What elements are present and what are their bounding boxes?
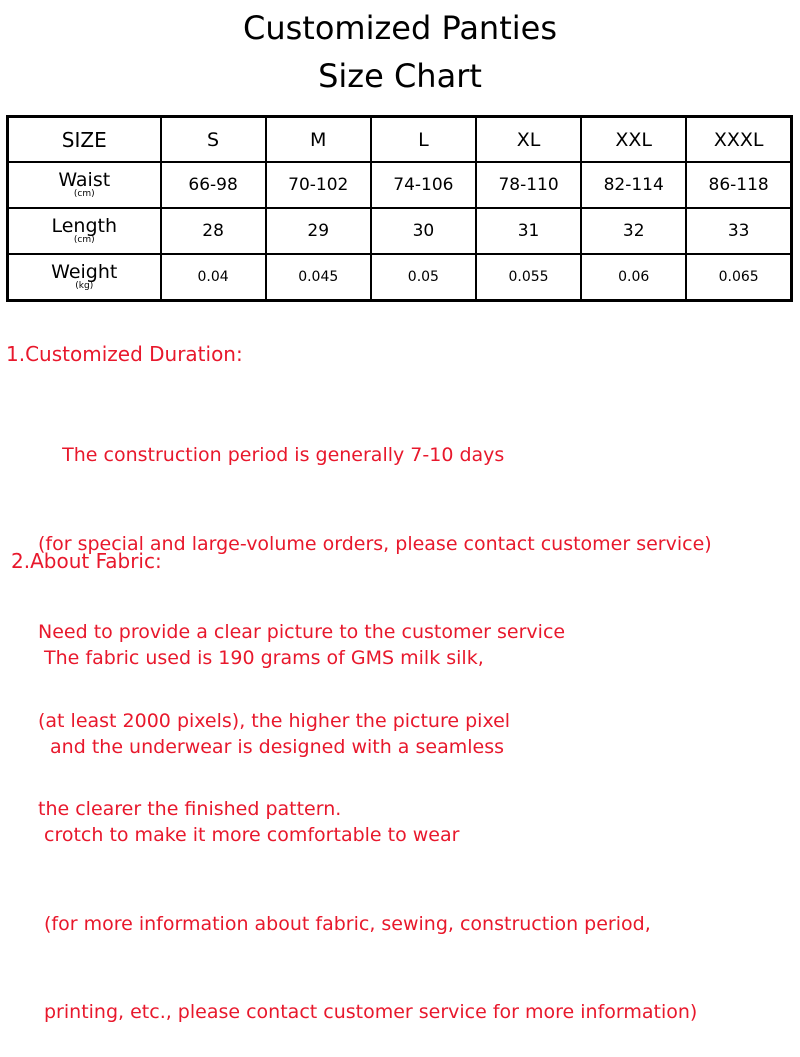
row-label: Length [51,215,118,237]
table-cell: 32 [581,208,686,254]
table-cell: 74-106 [371,162,476,208]
table-cell: 78-110 [476,162,581,208]
header-cell: L [371,117,476,163]
text-line: (for more information about fabric, sewing, construction period, [44,912,651,935]
text-line: printing, etc., please contact customer service for more information) [44,1001,698,1023]
section-body-fabric [44,585,697,1057]
row-label: Weight [51,261,118,283]
text-line: the clearer the finished pattern. [38,798,342,820]
page-title: Customized Panties [243,9,557,47]
table-cell: 66-98 [161,162,266,208]
table-cell: 86-118 [686,162,791,208]
text-line: (for special and large-volume orders, please contact customer service) [38,532,712,555]
header-cell: S [161,117,266,163]
table-cell: 0.05 [371,254,476,301]
table-cell: 70-102 [266,162,371,208]
text-line: The construction period is generally 7-10 days [38,444,505,466]
row-unit: (cm) [73,189,95,199]
header-cell: XXXL [686,117,791,163]
text-line: The fabric used is 190 grams of GMS milk silk, [44,647,484,669]
table-cell: 0.055 [476,254,581,301]
row-unit: (kg) [75,281,94,291]
header-cell-size: SIZE [8,117,161,163]
header-cell: XL [476,117,581,163]
table-cell: 28 [161,208,266,254]
header-cell: XXL [581,117,686,163]
table-row-waist [8,162,792,208]
table-cell: 0.045 [266,254,371,301]
table-row-weight [8,254,792,301]
text-line: and the underwear is designed with a seamless [44,735,504,758]
header-cell: M [266,117,371,163]
section-heading-fabric: 2.About Fabric: [11,549,162,573]
row-unit: (cm) [73,235,95,245]
table-cell: 82-114 [581,162,686,208]
page-subtitle: Size Chart [318,57,482,95]
size-chart-table [6,115,793,302]
row-label-cell [8,162,161,208]
row-label-cell [8,254,161,301]
table-row-length [8,208,792,254]
table-cell: 0.06 [581,254,686,301]
table-cell: 31 [476,208,581,254]
table-cell: 29 [266,208,371,254]
table-header-row [8,117,792,163]
text-line: crotch to make it more comfortable to wear [44,824,460,846]
table-cell: 0.065 [686,254,791,301]
text-line: (at least 2000 pixels), the higher the picture pixel [38,709,511,732]
row-label-cell [8,208,161,254]
table-cell: 0.04 [161,254,266,301]
section-heading-duration: 1.Customized Duration: [6,342,243,366]
text-line: Need to provide a clear picture to the customer service [38,621,566,643]
table-cell: 30 [371,208,476,254]
row-label: Waist [58,169,111,191]
table-cell: 33 [686,208,791,254]
